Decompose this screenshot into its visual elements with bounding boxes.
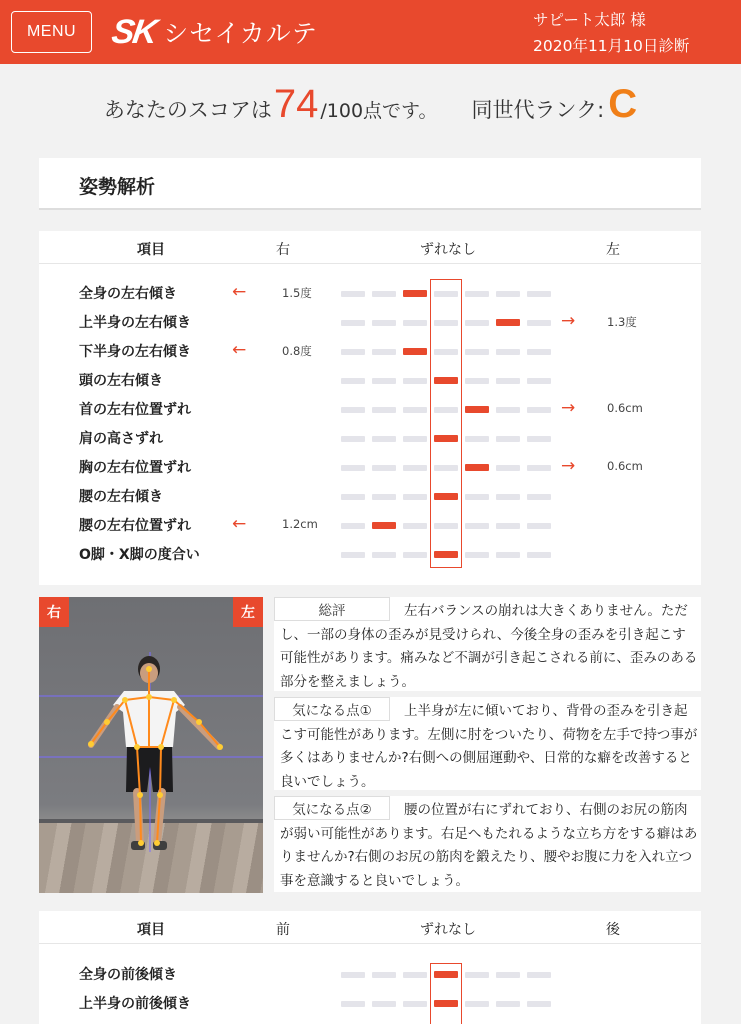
- photo-tag-left: 左: [233, 597, 263, 627]
- scale-segment: [341, 972, 365, 978]
- scale-segment: [465, 523, 489, 529]
- table-row: [39, 424, 701, 453]
- scale-segment: [465, 972, 489, 978]
- header-front: 前: [276, 922, 290, 938]
- table-row: [39, 989, 701, 1018]
- deviation-value: 0.8度: [282, 344, 312, 358]
- scale-segment: [341, 1001, 365, 1007]
- scale-segment: [496, 552, 520, 558]
- scale-segment: [527, 494, 551, 500]
- scale-segment: [372, 349, 396, 355]
- deviation-marker: [403, 290, 427, 297]
- comment-text: 上半身が左に傾いており、背骨の歪みを引き起こす可能性があります。左側に肘をついたり、荷物を左手で持つ事が多くはありませんか?右側への側屈運動や、日常的な癖を改善すると良いでしょう。: [280, 703, 698, 790]
- scale-segment: [496, 349, 520, 355]
- logo[interactable]: [109, 12, 318, 52]
- comment-overall: [274, 597, 701, 691]
- row-label: 腰の左右傾き: [79, 489, 163, 505]
- row-label: 全身の左右傾き: [79, 286, 177, 302]
- skeleton-overlay: [39, 597, 263, 893]
- scale-segment: [527, 465, 551, 471]
- rank-value: C: [608, 82, 638, 126]
- scale-segment: [465, 378, 489, 384]
- scale-segment: [434, 407, 458, 413]
- menu-button[interactable]: MENU: [11, 11, 92, 53]
- user-name: サピート太郎 様: [533, 11, 646, 29]
- table-row: [39, 366, 701, 395]
- scale-segment: [527, 349, 551, 355]
- deviation-marker: [434, 493, 458, 500]
- scale-segment: [341, 465, 365, 471]
- scale-segment: [403, 552, 427, 558]
- row-label: 下半身の左右傾き: [79, 344, 191, 360]
- scale-segment: [527, 552, 551, 558]
- scale-segment: [403, 320, 427, 326]
- comment-text: 左右バランスの崩れは大きくありません。ただし、一部の身体の歪みが見受けられ、今後全身の歪みを引き起こす可能性があります。痛みなど不調が引き起こされる前に、歪みのある部分を整えましょう。: [280, 603, 698, 690]
- table-row: [39, 540, 701, 569]
- deviation-marker: [434, 551, 458, 558]
- table-row: [39, 960, 701, 989]
- deviation-marker: [372, 522, 396, 529]
- comment-tag: 気になる点②: [274, 796, 390, 820]
- arrow-left-icon: ←: [232, 282, 247, 302]
- table-row: [39, 511, 701, 540]
- arrow-left-icon: ←: [232, 340, 247, 360]
- scale-segment: [434, 465, 458, 471]
- deviation-marker: [465, 464, 489, 471]
- table-row: [39, 308, 701, 337]
- scale-segment: [372, 972, 396, 978]
- table-row: [39, 395, 701, 424]
- lateral-analysis-table: [39, 231, 701, 585]
- scale-segment: [465, 436, 489, 442]
- user-info: [533, 7, 709, 59]
- row-label: 全身の前後傾き: [79, 967, 177, 983]
- scale-segment: [496, 436, 520, 442]
- scale-segment: [434, 349, 458, 355]
- scale-segment: [341, 378, 365, 384]
- scale-segment: [465, 494, 489, 500]
- scale-segment: [527, 291, 551, 297]
- scale-segment: [341, 494, 365, 500]
- arrow-right-icon: →: [561, 311, 576, 331]
- scale-segment: [403, 378, 427, 384]
- deviation-marker: [434, 435, 458, 442]
- logo-text: シセイカルテ: [163, 19, 318, 48]
- score-max: /100点です。: [320, 100, 438, 122]
- header-center: ずれなし: [420, 922, 476, 938]
- scale-segment: [465, 552, 489, 558]
- scale-segment: [341, 552, 365, 558]
- table-row: [39, 482, 701, 511]
- scale-segment: [465, 291, 489, 297]
- scale-segment: [372, 1001, 396, 1007]
- scale-segment: [341, 436, 365, 442]
- posture-photo: [39, 597, 263, 893]
- deviation-marker: [434, 971, 458, 978]
- table-row: [39, 453, 701, 482]
- comment-concern-2: [274, 796, 701, 892]
- header-right: 右: [276, 242, 290, 258]
- deviation-marker: [465, 406, 489, 413]
- scale-segment: [465, 349, 489, 355]
- row-label: O脚・X脚の度合い: [79, 547, 200, 563]
- header-item: 項目: [137, 922, 165, 938]
- logo-mark: SK: [109, 12, 158, 51]
- scale-segment: [434, 291, 458, 297]
- scale-segment: [527, 436, 551, 442]
- scale-segment: [403, 523, 427, 529]
- score-summary: [0, 82, 741, 152]
- scale-segment: [527, 523, 551, 529]
- score-prefix: あなたのスコアは: [103, 98, 272, 122]
- deviation-value: 1.5度: [282, 286, 312, 300]
- rank-label: 同世代ランク:: [471, 98, 605, 122]
- row-label: 胸の左右位置ずれ: [79, 460, 191, 476]
- scale-segment: [496, 523, 520, 529]
- row-label: 上半身の前後傾き: [79, 996, 191, 1012]
- deviation-value: 0.6cm: [607, 401, 643, 415]
- table-header: [39, 911, 701, 944]
- scale-segment: [496, 494, 520, 500]
- deviation-value: 0.6cm: [607, 459, 643, 473]
- header-item: 項目: [137, 242, 165, 258]
- scale-segment: [341, 407, 365, 413]
- scale-segment: [465, 1001, 489, 1007]
- app-header: [0, 0, 741, 64]
- score-value: 74: [273, 82, 319, 126]
- comment-concern-1: [274, 697, 701, 790]
- table-row: [39, 337, 701, 366]
- scale-segment: [496, 378, 520, 384]
- scale-segment: [434, 320, 458, 326]
- arrow-right-icon: →: [561, 456, 576, 476]
- scale-segment: [496, 407, 520, 413]
- arrow-right-icon: →: [561, 398, 576, 418]
- deviation-value: 1.3度: [607, 315, 637, 329]
- scale-segment: [465, 320, 489, 326]
- scale-segment: [496, 1001, 520, 1007]
- scale-segment: [341, 291, 365, 297]
- table-row: [39, 279, 701, 308]
- scale-segment: [372, 552, 396, 558]
- deviation-marker: [496, 319, 520, 326]
- row-label: 頭の左右傾き: [79, 373, 163, 389]
- scale-segment: [527, 1001, 551, 1007]
- scale-segment: [527, 378, 551, 384]
- comment-tag: 気になる点①: [274, 697, 390, 721]
- scale-segment: [372, 465, 396, 471]
- scale-segment: [372, 494, 396, 500]
- comment-text: 腰の位置が右にずれており、右側のお尻の筋肉が弱い可能性があります。右足へもたれるような立ち方をする癖はありませんか?右側のお尻の筋肉を鍛えたり、腰やお腹に力を入れ立つ事を意識すると良いでしょう。: [280, 802, 698, 889]
- scale-segment: [527, 320, 551, 326]
- diagnosis-date: 2020年11月10日診断: [533, 37, 690, 55]
- photo-tag-right: 右: [39, 597, 69, 627]
- deviation-marker: [434, 377, 458, 384]
- scale-segment: [496, 291, 520, 297]
- table-header: [39, 231, 701, 264]
- scale-segment: [372, 320, 396, 326]
- deviation-value: 1.2cm: [282, 517, 318, 531]
- scale-segment: [434, 523, 458, 529]
- header-center: ずれなし: [420, 242, 476, 258]
- row-label: 上半身の左右傾き: [79, 315, 191, 331]
- row-label: 腰の左右位置ずれ: [79, 518, 191, 534]
- scale-segment: [341, 523, 365, 529]
- scale-segment: [496, 972, 520, 978]
- scale-segment: [403, 407, 427, 413]
- row-label: 首の左右位置ずれ: [79, 402, 191, 418]
- scale-segment: [527, 407, 551, 413]
- deviation-marker: [434, 1000, 458, 1007]
- scale-segment: [496, 465, 520, 471]
- front-back-analysis-table: [39, 911, 701, 1024]
- section-heading: [39, 158, 701, 210]
- header-back: 後: [606, 922, 620, 938]
- scale-segment: [341, 320, 365, 326]
- row-label: 肩の高さずれ: [79, 431, 163, 447]
- arrow-left-icon: ←: [232, 514, 247, 534]
- header-left: 左: [606, 242, 620, 258]
- comment-tag: 総評: [274, 597, 390, 621]
- deviation-marker: [403, 348, 427, 355]
- scale-segment: [372, 436, 396, 442]
- scale-segment: [372, 291, 396, 297]
- scale-segment: [403, 972, 427, 978]
- scale-segment: [403, 465, 427, 471]
- scale-segment: [403, 1001, 427, 1007]
- scale-segment: [527, 972, 551, 978]
- scale-segment: [372, 378, 396, 384]
- scale-segment: [341, 349, 365, 355]
- section-title: 姿勢解析: [79, 176, 156, 198]
- scale-segment: [403, 494, 427, 500]
- scale-segment: [403, 436, 427, 442]
- scale-segment: [372, 407, 396, 413]
